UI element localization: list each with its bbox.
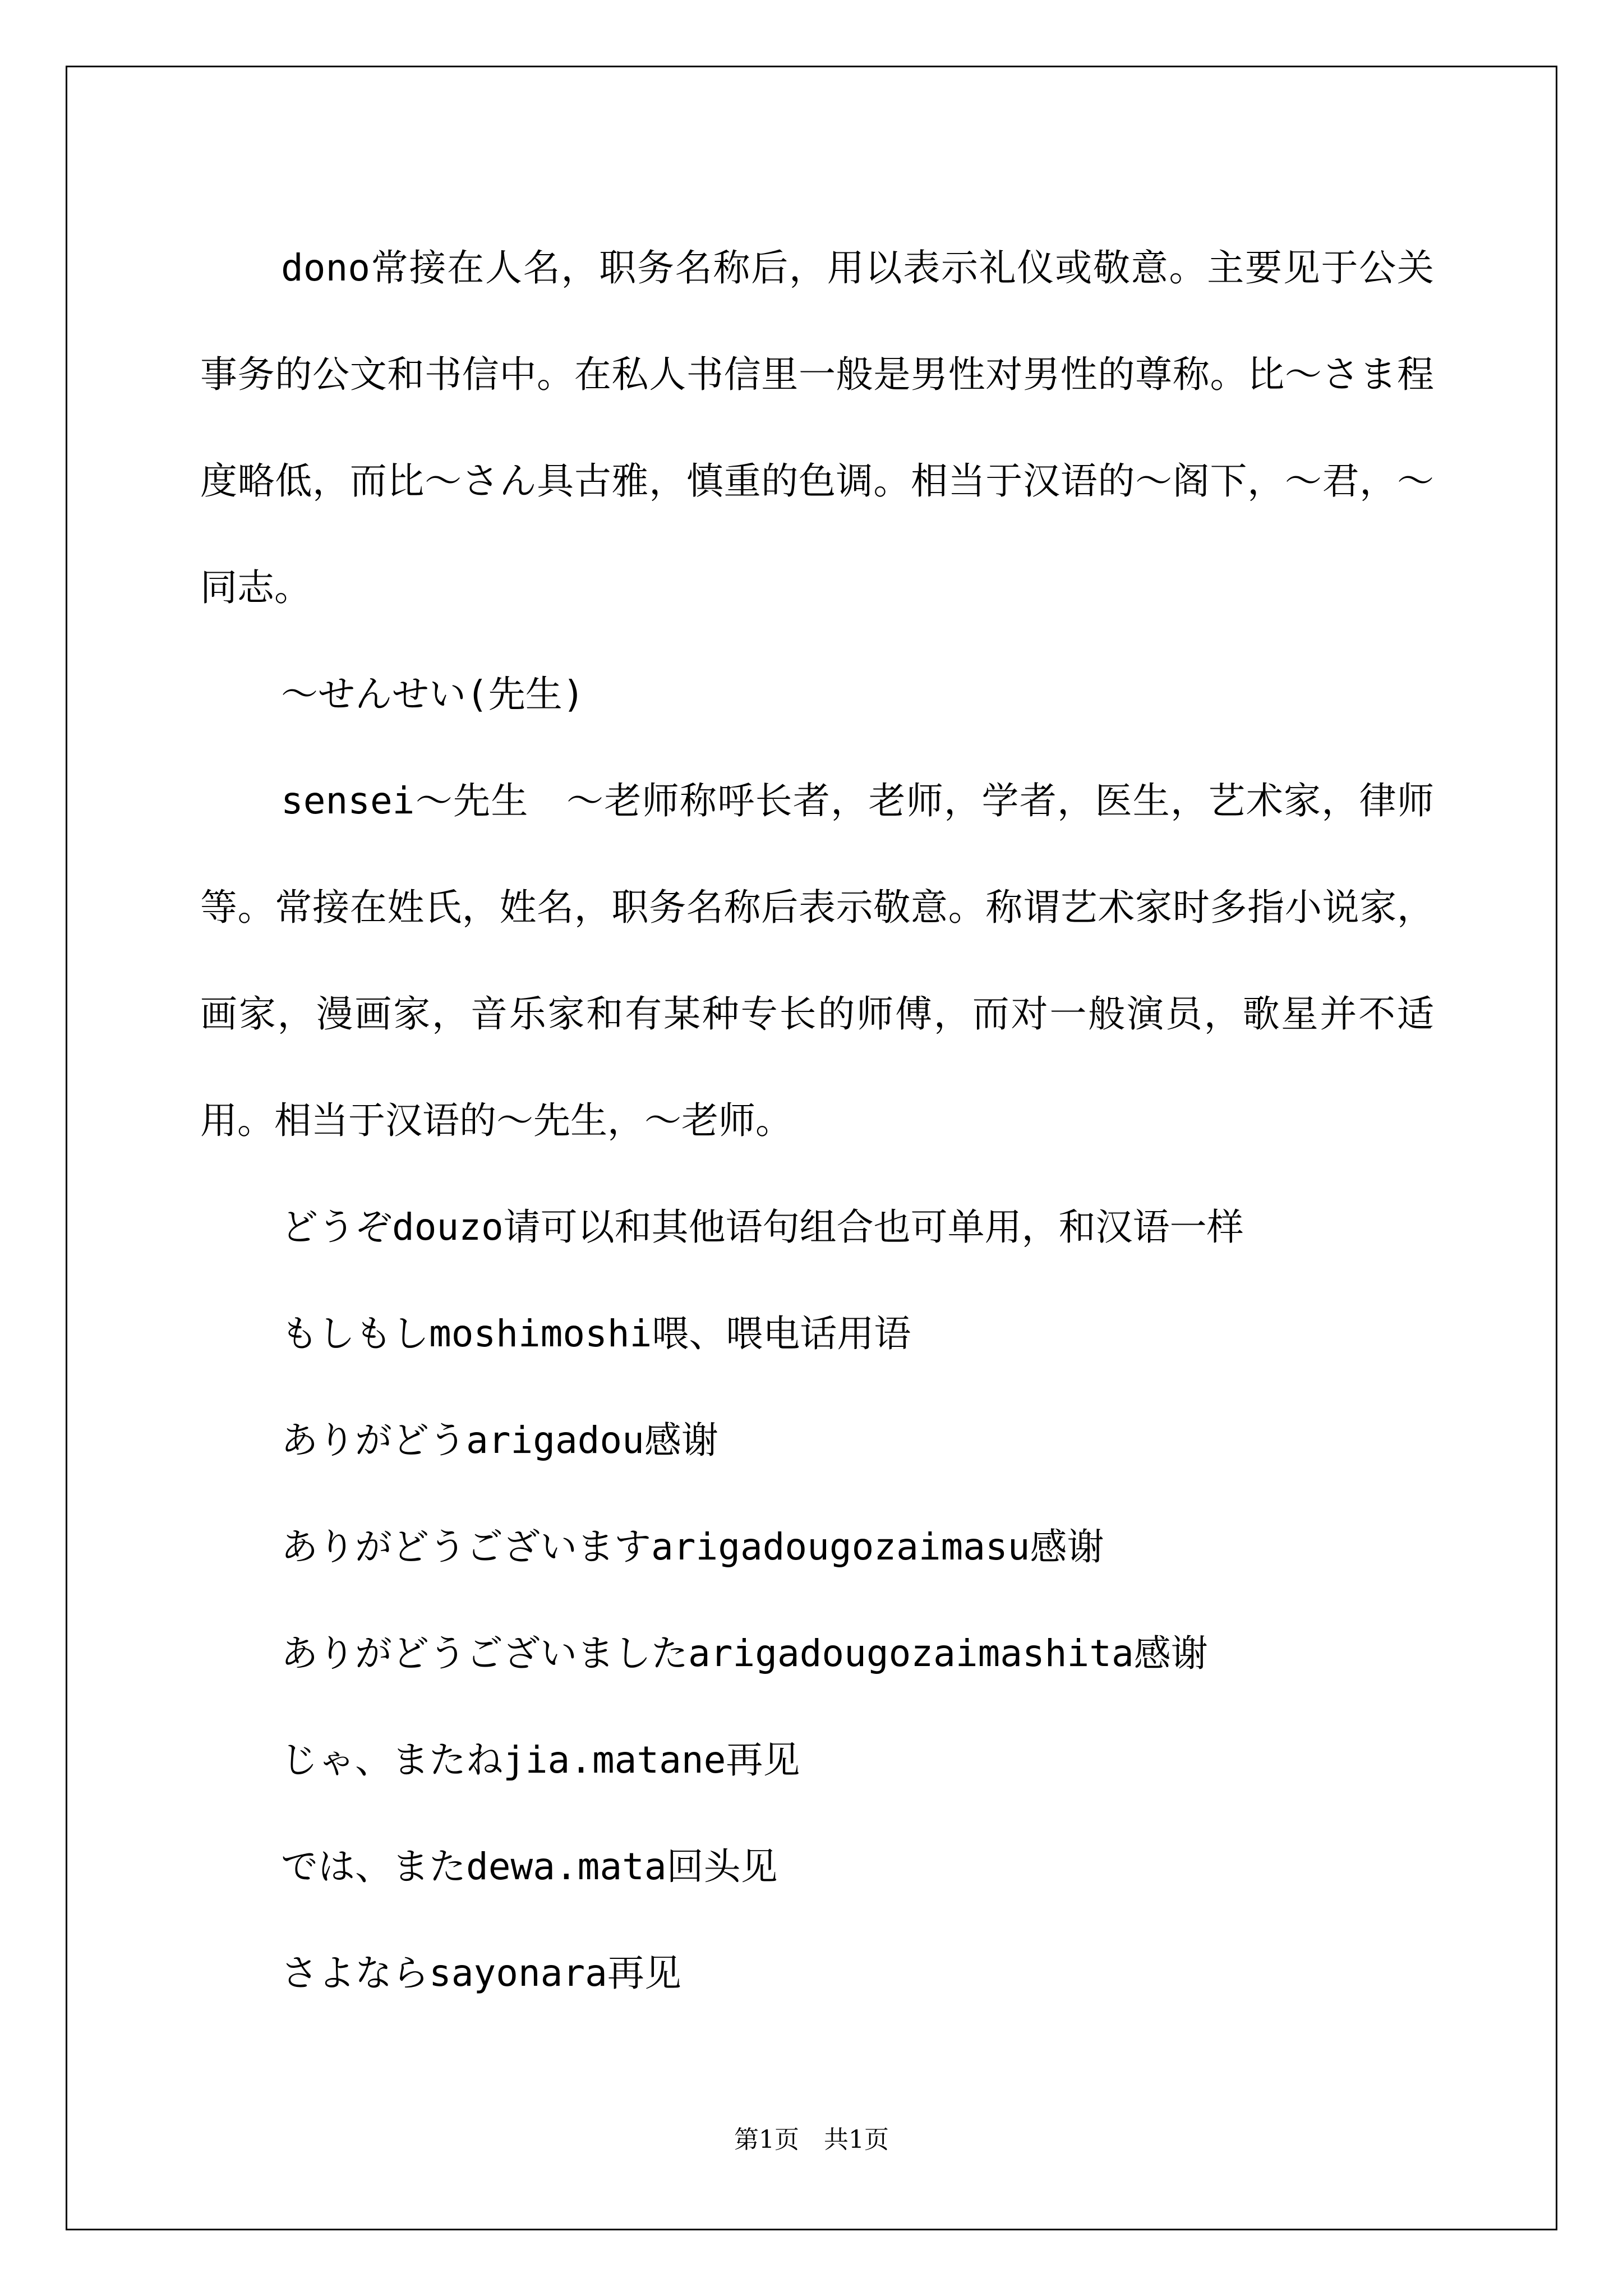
paragraph-dono: dono常接在人名，职务名称后，用以表示礼仪或敬意。主要见于公关事务的公文和书信中。在私人书信里一般是男性对男性的尊称。比～さま程度略低，而比～さん具古雅，慎重的色调。相当于汉语的～阁下，～君，～同志。: [200, 246, 1434, 609]
paragraph-sayonara: さよならsayonara再见: [281, 1952, 681, 1995]
paragraph-jia-matane: じゃ、またねjia.matane再见: [281, 1738, 800, 1782]
paragraph-arigadougozaimasu: ありがどうございますarigadougozaimasu感谢: [281, 1525, 1104, 1568]
document-body: [200, 215, 1434, 2027]
paragraph-dewa-mata: では、またdewa.mata回头见: [281, 1845, 778, 1888]
paragraph-douzo: どうぞdouzo请可以和其他语句组合也可单用，和汉语一样: [281, 1205, 1244, 1249]
paragraph-moshimoshi: もしもしmoshimoshi喂、喂电话用语: [281, 1312, 911, 1355]
paragraph-arigadougozaimashita: ありがどうございましたarigadougozaimashita感谢: [281, 1632, 1208, 1675]
paragraph-sensei-heading: ～せんせい(先生): [281, 673, 585, 716]
page-number-footer: 第1页 共1页: [734, 2125, 889, 2154]
paragraph-sensei: sensei～先生 ～老师称呼长者，老师，学者，医生，艺术家，律师等。常接在姓氏，姓名，职务名称后表示敬意。称谓艺术家时多指小说家，画家，漫画家，音乐家和有某种专长的师傅，而对一般演员，歌星并不适用。相当于汉语的～先生，～老师。: [200, 779, 1434, 1142]
paragraph-arigadou: ありがどうarigadou感谢: [281, 1419, 718, 1462]
